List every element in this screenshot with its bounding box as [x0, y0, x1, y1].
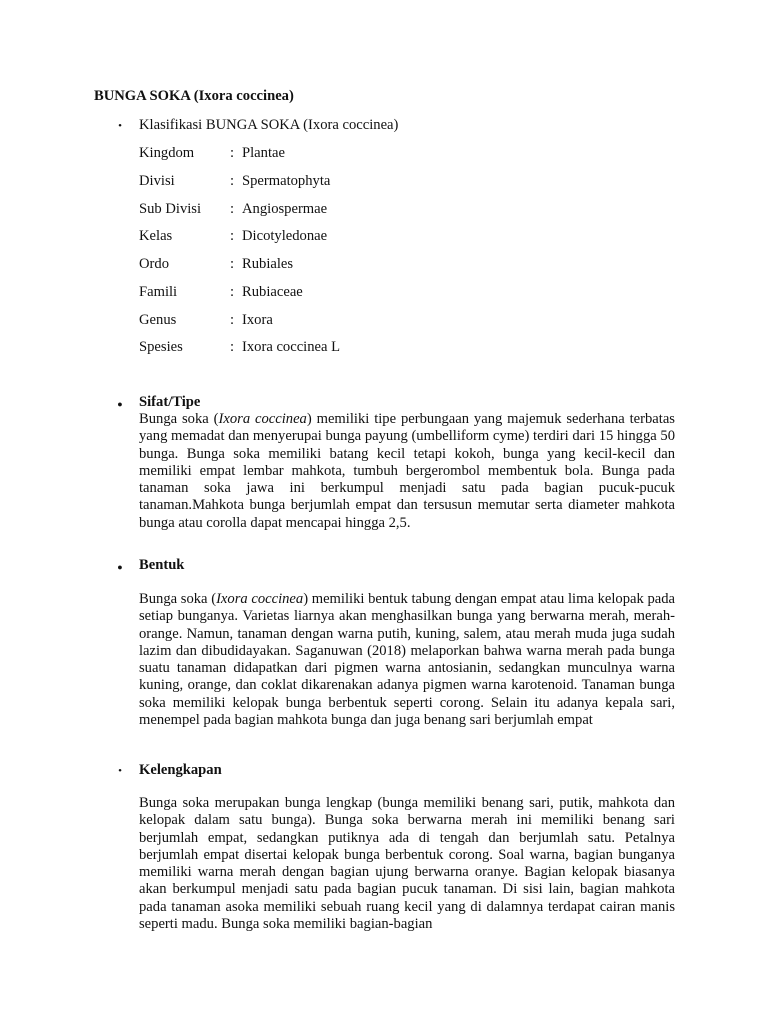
taxonomy-separator: : [230, 201, 235, 217]
bullet-bentuk: ● [117, 562, 123, 572]
taxonomy-separator: : [230, 173, 235, 189]
taxonomy-key: Famili [139, 284, 178, 300]
taxonomy-value: Spermatophyta [242, 173, 331, 189]
sifat-heading: Sifat/Tipe [139, 394, 201, 410]
taxonomy-value: Dicotyledonae [242, 228, 328, 244]
taxonomy-separator: : [230, 339, 235, 355]
taxonomy-value: Ixora [242, 312, 273, 328]
taxonomy-key: Sub Divisi [139, 201, 202, 217]
sifat-intro: Bunga soka ( [139, 411, 219, 427]
taxonomy-key: Kingdom [139, 145, 195, 161]
taxonomy-value: Angiospermae [242, 201, 328, 217]
bullet-klasifikasi: • [118, 120, 122, 132]
bullet-kelengkapan: • [118, 765, 122, 777]
bentuk-body: ) memiliki bentuk tabung dengan empat atau lima kelopak pada setiap bunganya. Varietas liarnya akan menghasilkan bunga yang berwarna merah, merah-orange. Namun, tanaman dengan warna putih, kuning, salem, atau merah muda juga sudah lazim dan dibudidayakan. Saganuwan (2018) melaporkan bahwa warna merah pada bunga suatu tanaman didapatkan dari pigmen warna antosianin, sedangkan munculnya warna kuning, orange, dan coklat dikarenakan adanya pigmen warna karotenoid. Tanaman bunga soka memiliki kelopak bunga berbentuk seperti corong. Selain itu adanya kepala sari, menempel pada bagian mahkota bunga dan juga benang sari berjumlah empat [139, 591, 675, 729]
bentuk-species-italic: Ixora coccinea [216, 591, 304, 607]
klasifikasi-heading: Klasifikasi BUNGA SOKA (Ixora coccinea) [139, 117, 399, 133]
sifat-paragraph [139, 411, 675, 532]
taxonomy-key: Genus [139, 312, 177, 328]
taxonomy-separator: : [230, 312, 235, 328]
taxonomy-value: Ixora coccinea L [242, 339, 341, 355]
bentuk-paragraph [139, 591, 675, 729]
taxonomy-separator: : [230, 228, 235, 244]
taxonomy-key: Divisi [139, 173, 175, 189]
taxonomy-value: Rubiaceae [242, 284, 303, 300]
taxonomy-key: Ordo [139, 256, 169, 272]
bentuk-intro: Bunga soka ( [139, 591, 217, 607]
taxonomy-separator: : [230, 256, 235, 272]
taxonomy-value: Plantae [242, 145, 285, 161]
document-title: BUNGA SOKA (Ixora coccinea) [94, 88, 294, 104]
kelengkapan-heading: Kelengkapan [139, 762, 222, 778]
sifat-species-italic: Ixora coccinea [218, 411, 307, 427]
taxonomy-key: Kelas [139, 228, 173, 244]
taxonomy-key: Spesies [139, 339, 183, 355]
taxonomy-separator: : [230, 284, 235, 300]
bentuk-heading: Bentuk [139, 557, 185, 573]
sifat-body: ) memiliki tipe perbungaan yang majemuk sederhana terbatas yang memadat dan menyerupai bunga payung (umbelliform cyme) terdiri dari 15 hingga 50 bunga. Bunga soka memiliki batang kecil tetapi kokoh, bunga yang kecil-kecil dan memiliki empat lembar mahkota, tumbuh bergerombol membentuk bola. Bunga pada tanaman soka jawa ini berkumpul menjadi satu pada bagian pucuk-pucuk tanaman.Mahkota bunga berjumlah empat dan tersusun memutar serta diameter mahkota bunga atau corolla dapat mencapai hingga 2,5. [139, 411, 675, 531]
taxonomy-separator: : [230, 145, 235, 161]
taxonomy-value: Rubiales [242, 256, 294, 272]
kelengkapan-paragraph: Bunga soka merupakan bunga lengkap (bunga memiliki benang sari, putik, mahkota dan kelopak dalam satu bunga). Bunga soka berwarna merah ini memiliki benang sari berjumlah empat, sedangkan putiknya ada di tengah dan berjumlah satu. Petalnya berjumlah empat disertai kelopak bunga berbentuk corong. Soal warna, bagian bunganya memiliki warna merah dengan bagian ujung berwarna oranye. Bagian kelopak biasanya akan berkumpul menjadi satu pada bagian pucuk tanaman. Di sisi lain, bagian mahkota pada tanaman asoka memiliki sebuah ruang kecil yang di dalamnya terdapat cairan manis seperti madu. Bunga soka memiliki bagian-bagian [139, 795, 675, 933]
bullet-sifat: ● [117, 399, 123, 409]
